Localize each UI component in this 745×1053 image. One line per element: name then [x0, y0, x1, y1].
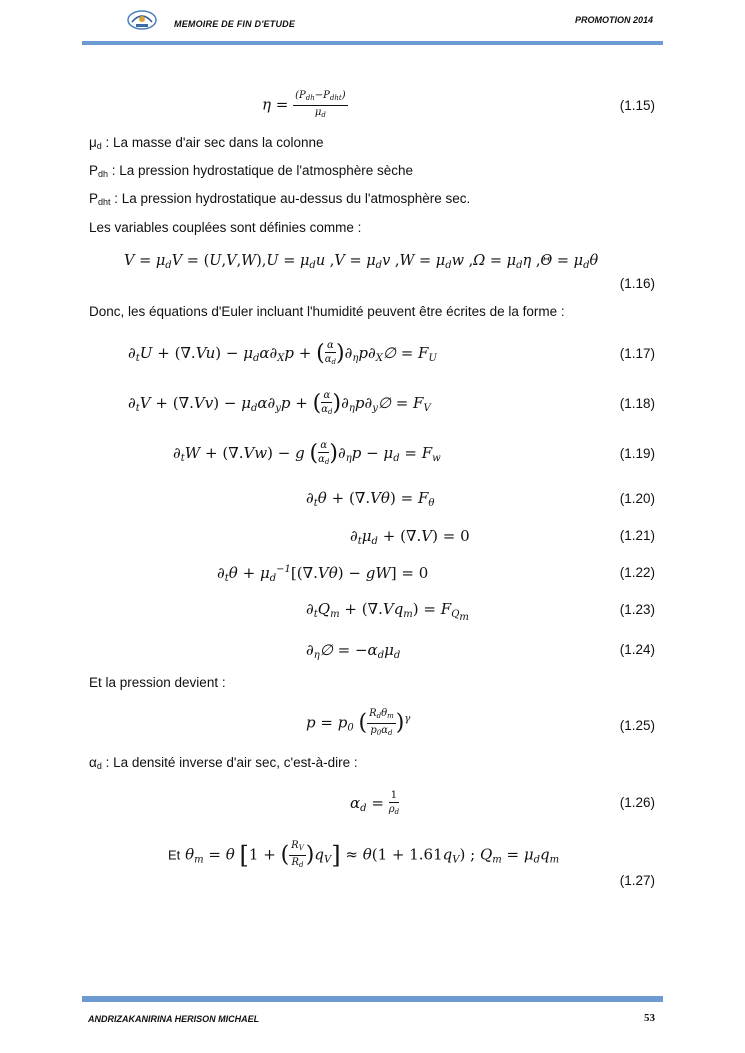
equation-1-21: $\partial_t\mu_d + (\nabla.V) = 0$	[350, 527, 470, 547]
equation-1-16: $V = \mu_dV = (U,V,W),U = \mu_du$ $,V = \mu_dv$ $,W = \mu_dw$ $,\Omega = \mu_d\eta$ $,\Theta = \mu_d\theta$	[124, 253, 599, 271]
equation-number: (1.22)	[619, 565, 655, 580]
equation-number: (1.26)	[619, 795, 655, 810]
equation-1-20: $\partial_t\theta + (\nabla.V\theta) = F_\theta$	[306, 489, 435, 509]
equation-1-22: $\partial_t\theta + \mu_d^{-1}[(\nabla.V\theta) - gW] = 0$	[217, 564, 429, 584]
equation-number: (1.17)	[619, 346, 655, 361]
page-number: 53	[644, 1012, 655, 1024]
paragraph-donc: Donc, les équations d'Euler incluant l'humidité peuvent être écrites de la forme :	[89, 304, 565, 319]
header-title: MEMOIRE DE FIN D'ETUDE	[174, 19, 296, 29]
university-logo-icon	[126, 8, 158, 32]
definition-alpha-d: $\alpha_d$ : La densité inverse d'air sec, c'est-à-dire :	[89, 755, 358, 771]
definition-p-dh: $P_{dh}$ : La pression hydrostatique de l'atmosphère sèche	[89, 163, 414, 179]
definition-p-dht: $P_{dht}$ : La pression hydrostatique au-dessus du l'atmosphère sec.	[89, 191, 471, 207]
equation-1-27: Et $\theta_m = \theta$ [1 + ( $\frac{R_V}{R_d}$ )$q_V] \approx \theta(1 + 1.61q_V)$ ; $Q_m = \mu_dq_m$	[168, 840, 560, 870]
equation-number: (1.19)	[619, 446, 655, 461]
header-promotion: PROMOTION 2014	[574, 15, 653, 25]
equation-number: (1.25)	[619, 718, 655, 733]
equation-number: (1.24)	[619, 642, 655, 657]
equation-1-18: $\partial_tV + (\nabla.Vv) - \mu_d\alpha\partial_yp$ + ( $\frac{\alpha}{\alpha_d}$ )$\partial_\eta p\partial_y\emptyset = F_V$	[128, 390, 431, 416]
equation-1-25: $p = p_0$ ( $\frac{R_d\theta_m}{p_0\alpha_d}$ )$^\gamma$	[306, 708, 411, 737]
paragraph-couplees: Les variables couplées sont définies comme :	[89, 220, 362, 235]
equation-1-19: $\partial_tW + (\nabla.Vw) - g$ ( $\frac{\alpha}{\alpha_d}$ )$\partial_\eta p - \mu_d = F_w$	[173, 440, 441, 466]
equation-number: (1.27)	[619, 873, 655, 888]
equation-1-24: $\partial_\eta\emptyset = -\alpha_d\mu_d$	[306, 641, 401, 661]
equation-1-23: $\partial_tQ_m + (\nabla.Vq_m) = F_{Q_m}$	[306, 600, 469, 623]
footer-author: ANDRIZAKANIRINA HERISON MICHAEL	[88, 1014, 260, 1024]
equation-number: (1.18)	[619, 396, 655, 411]
paragraph-pression: Et la pression devient :	[89, 675, 226, 690]
equation-number: (1.15)	[619, 98, 655, 113]
equation-1-17: $\partial_tU + (\nabla.Vu) - \mu_d\alpha\partial_Xp$ + ( $\frac{\alpha}{\alpha_d}$ )$\partial_\eta p\partial_X\emptyset = F_U$	[128, 340, 437, 366]
header-rule	[82, 41, 663, 45]
equation-number: (1.20)	[619, 491, 655, 506]
equation-1-15: η = $\frac{(P_{dh}-P_{dht})}{\mu_d}$	[262, 90, 346, 119]
equation-1-26: $\alpha_d$ = $\frac{1}{\rho_d}$	[350, 790, 400, 816]
footer-rule	[82, 996, 663, 1002]
equation-number: (1.21)	[619, 528, 655, 543]
equation-number: (1.16)	[619, 276, 655, 291]
definition-mu-d: $\mu_d$ : La masse d'air sec dans la colonne	[89, 135, 324, 151]
equation-number: (1.23)	[619, 602, 655, 617]
